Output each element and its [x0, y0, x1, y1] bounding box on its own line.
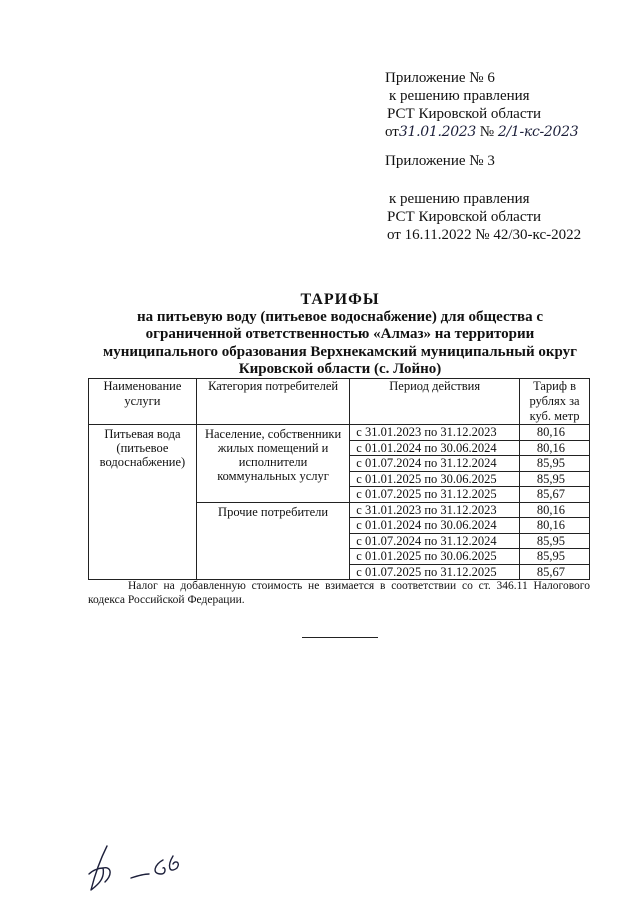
period-cell: с 01.01.2025 по 30.06.2025 [350, 549, 520, 565]
appendix-6-block [385, 69, 578, 141]
appendix-6-authority: РСТ Кировской области [387, 106, 542, 122]
period-cell: с 31.01.2023 по 31.12.2023 [350, 425, 520, 441]
tariff-cell: 85,67 [520, 487, 590, 503]
appendix-6-date-line [385, 123, 578, 141]
heading-line-2: ограниченной ответственностью «Алмаз» на территории [145, 326, 535, 342]
document-heading [90, 291, 590, 379]
category-population: Население, собственники жилых помещений и исполнители коммунальных услуг [196, 425, 349, 503]
vat-note: Налог на добавленную стоимость не взимается в соответствии со ст. 346.11 Налогового кодекса Российской Федерации. [88, 580, 590, 606]
heading-title: ТАРИФЫ [300, 291, 380, 308]
appendix-3-authority: РСТ Кировской области [387, 209, 542, 225]
tariff-cell: 80,16 [520, 502, 590, 518]
divider-line [302, 637, 378, 638]
tariff-cell: 85,95 [520, 549, 590, 565]
period-cell: с 01.01.2024 по 30.06.2024 [350, 440, 520, 456]
from-prefix: от [385, 124, 399, 140]
appendix-3-title: Приложение № 3 [385, 153, 495, 169]
header-service: Наименование услуги [89, 379, 197, 425]
appendix-3-decision: к решению правления [389, 191, 530, 207]
period-cell: с 01.01.2024 по 30.06.2024 [350, 518, 520, 534]
period-cell: с 01.07.2025 по 31.12.2025 [350, 487, 520, 503]
service-name: Питьевая вода (питьевое водоснабжение) [89, 425, 197, 580]
appendix-6-decision: к решению правления [389, 88, 530, 104]
handwritten-number: 2/1-кс-2023 [497, 124, 579, 140]
table-header-row [89, 379, 590, 425]
tariff-cell: 80,16 [520, 425, 590, 441]
handwritten-signature [85, 838, 215, 898]
period-cell: с 01.01.2025 по 30.06.2025 [350, 471, 520, 487]
category-other: Прочие потребители [196, 502, 349, 580]
appendix-6-title: Приложение № 6 [385, 70, 495, 86]
number-prefix: № [479, 124, 495, 140]
tariff-cell: 80,16 [520, 518, 590, 534]
table-row [89, 425, 590, 441]
tariff-table [88, 378, 590, 580]
tariff-cell: 80,16 [520, 440, 590, 456]
header-period: Период действия [350, 379, 520, 425]
period-cell: с 01.07.2024 по 31.12.2024 [350, 456, 520, 472]
heading-line-1: на питьевую воду (питьевое водоснабжение) для общества с [137, 308, 543, 325]
tariff-cell: 85,95 [520, 456, 590, 472]
tariff-cell: 85,67 [520, 564, 590, 580]
heading-line-4: Кировской области (с. Лойно) [238, 361, 442, 377]
header-category: Категория потребителей [196, 379, 349, 425]
tariff-cell: 85,95 [520, 533, 590, 549]
heading-line-3: муниципального образования Верхнекамский муниципальный округ [103, 343, 577, 360]
handwritten-date: 31.01.2023 [398, 124, 477, 140]
period-cell: с 01.07.2025 по 31.12.2025 [350, 564, 520, 580]
header-tariff: Тариф в рублях за куб. метр [520, 379, 590, 425]
tariff-cell: 85,95 [520, 471, 590, 487]
period-cell: с 31.01.2023 по 31.12.2023 [350, 502, 520, 518]
period-cell: с 01.07.2024 по 31.12.2024 [350, 533, 520, 549]
appendix-3-date-number: от 16.11.2022 № 42/30-кс-2022 [387, 227, 582, 243]
appendix-3-block [385, 152, 581, 244]
